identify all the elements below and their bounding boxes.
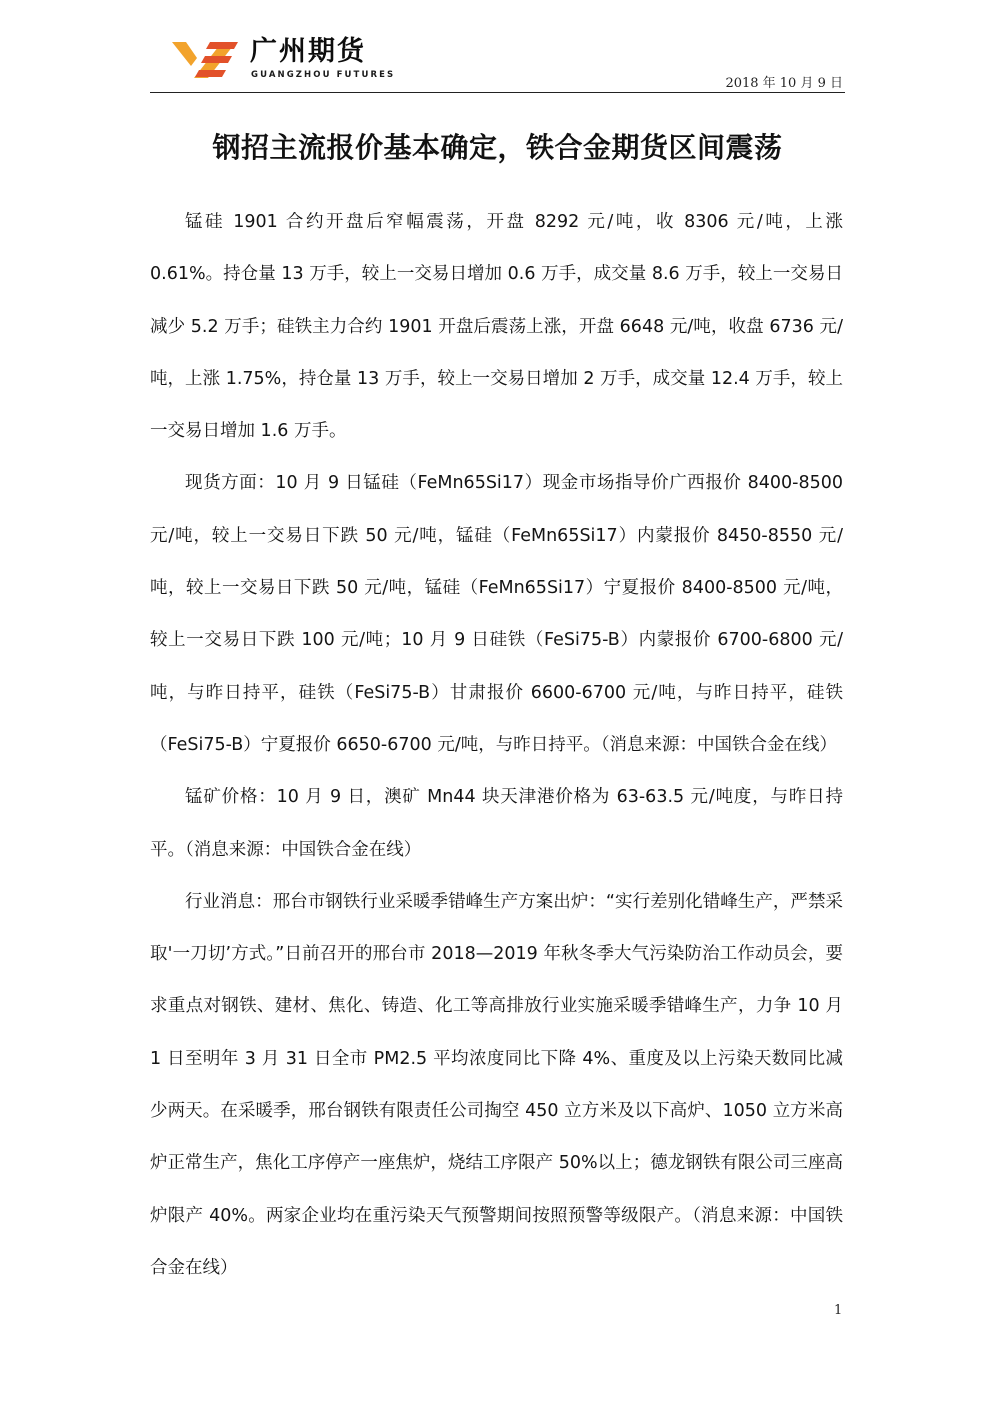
brand-name-en: GUANGZHOU FUTURES xyxy=(251,70,396,80)
page-header xyxy=(150,28,845,94)
document-title: 钢招主流报价基本确定，铁合金期货区间震荡 xyxy=(212,131,783,164)
header-divider xyxy=(150,92,845,93)
page-number: 1 xyxy=(834,1303,843,1318)
brand-name-cn: 广州期货 xyxy=(250,36,366,67)
paragraph-spot-prices: 现货方面：10 月 9 日锰硅（FeMn65Si17）现金市场指导价广西报价 8400-8500 元/吨，较上一交易日下跌 50 元/吨，锰硅（FeMn65Si17）内蒙报价 8450-8550 元/吨，较上一交易日下跌 50 元/吨，锰硅（FeMn65Si17）宁夏报价 8400-8500 元/吨，较上一交易日下跌 100 元/吨；10 月 9 日硅铁（FeSi75-B）内蒙报价 6700-6800 元/吨，与昨日持平，硅铁（FeSi75-B）甘肃报价 6600-6700 元/吨，与昨日持平，硅铁（FeSi75-B）宁夏报价 6650-6700 元/吨，与昨日持平。（消息来源：中国铁合金在线） xyxy=(150,473,843,755)
document-body xyxy=(150,196,843,1294)
paragraph-manganese-ore: 锰矿价格：10 月 9 日，澳矿 Mn44 块天津港价格为 63-63.5 元/吨度，与昨日持平。（消息来源：中国铁合金在线） xyxy=(150,787,843,860)
report-date: 2018 年 10 月 9 日 xyxy=(725,76,843,91)
guangzhou-futures-logo-icon xyxy=(172,38,240,82)
paragraph-industry-news: 行业消息：邢台市钢铁行业采暖季错峰生产方案出炉：“实行差别化错峰生产，严禁采取'一刀切’方式。”日前召开的邢台市 2018—2019 年秋冬季大气污染防治工作动员会，要求重点对钢铁、建材、焦化、铸造、化工等高排放行业实施采暖季错峰生产，力争 10 月 1 日至明年 3 月 31 日全市 PM2.5 平均浓度同比下降 4%、重度及以上污染天数同比减少两天。在采暖季，邢台钢铁有限责任公司掏空 450 立方米及以下高炉、1050 立方米高炉正常生产，焦化工序停产一座焦炉，烧结工序限产 50%以上；德龙钢铁有限公司三座高炉限产 40%。两家企业均在重污染天气预警期间按照预警等级限产。（消息来源：中国铁合金在线） xyxy=(150,891,843,1278)
paragraph-futures-summary: 锰硅 1901 合约开盘后窄幅震荡，开盘 8292 元/吨，收 8306 元/吨，上涨 0.61%。持仓量 13 万手，较上一交易日增加 0.6 万手，成交量 8.6 万手，较上一交易日减少 5.2 万手；硅铁主力合约 1901 开盘后震荡上涨，开盘 6648 元/吨，收盘 6736 元/吨，上涨 1.75%，持仓量 13 万手，较上一交易日增加 2 万手，成交量 12.4 万手，较上一交易日增加 1.6 万手。 xyxy=(150,212,843,442)
